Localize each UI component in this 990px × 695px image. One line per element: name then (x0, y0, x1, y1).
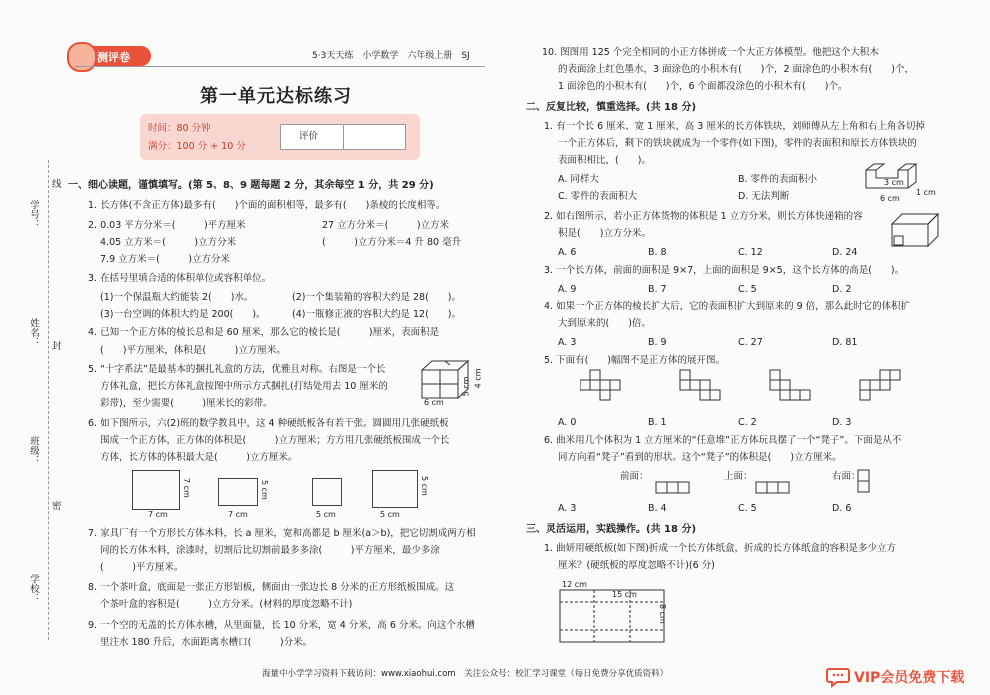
q2d: ( )立方分米＝4 升 80 毫升 (322, 237, 462, 248)
c6a: 6. 曲米用几个体积为 1 立方厘米的“任意堆”正方体玩具摆了一个“凳子”。下面是从不 (544, 435, 902, 446)
binding-line (48, 160, 49, 640)
q7b: 同的长方体木料，涂漆时，切割后比切割前最多多涂( )平方厘米，最少多涂 (100, 545, 440, 556)
school-label: 学校： (28, 574, 39, 603)
c1b: 一个正方体后，剩下的铁块就成为一个零件(如下图)，零件的表面积和原长方体铁块的 (558, 138, 917, 149)
line-mark: 线 (52, 179, 62, 190)
series-info: 5·3天天练 小学数学 六年级上册 SJ (312, 51, 470, 61)
q5-label-5cm: 5 cm (461, 376, 471, 397)
vip-label: VIP会员免费下载 (854, 670, 965, 686)
class-label: 班级： (28, 436, 39, 465)
q3d: (4)一瓶修正液的容积大约是 12( )。 (292, 309, 461, 320)
student-id-label: 学号： (28, 200, 39, 229)
c1-label-6cm: 6 cm (880, 194, 900, 203)
q7c: ( )平方厘米。 (100, 562, 184, 573)
c3-opt-b: B. 7 (648, 284, 667, 295)
board3-width: 5 cm (316, 510, 336, 519)
c4-opt-b: B. 9 (648, 337, 667, 348)
q5a: 5. “十字系法”是最基本的捆扎礼盒的方法，优雅且对称。右图是一个长 (88, 364, 386, 375)
q5-label-6cm: 6 cm (424, 398, 444, 407)
q2e: 7.9 立方米＝( )立方分米 (100, 254, 231, 265)
q2c: 4.05 立方米＝( )立方分米 (100, 237, 237, 248)
q2b: 27 立方分米＝( )立方米 (322, 220, 450, 231)
header-rule (75, 66, 485, 67)
q6b: 围成一个正方体，正方体的体积是( )立方厘米；方方用几张硬纸板围成一个长 (100, 435, 450, 446)
c3-opt-c: C. 5 (738, 284, 757, 295)
c1-opt-c: C. 零件的表面积大 (558, 191, 638, 202)
c2-opt-d: D. 24 (832, 247, 858, 258)
q3a: (1)一个保温瓶大约能装 2( )水。 (100, 292, 254, 303)
p1-label-15cm: 15 cm (612, 590, 637, 599)
c4-opt-c: C. 27 (738, 337, 763, 348)
q6a: 6. 如下图所示，六(2)班的数学教具中，这 4 种硬纸板各有若干张。圆圆用几张硬纸板 (88, 418, 449, 429)
q9b: 里注水 180 升后，水面距离水槽口( )分米。 (100, 637, 313, 648)
right-view-icon (856, 466, 876, 496)
c6-opt-c: C. 5 (738, 503, 757, 514)
secret-mark: 密 (52, 501, 62, 512)
full-score: 满分：100 分 + 10 分 (148, 141, 246, 152)
c4b: 大到原来的( )倍。 (558, 318, 651, 329)
board1-width: 7 cm (148, 510, 168, 519)
c6-opt-b: B. 4 (648, 503, 667, 514)
board-7x7 (132, 470, 180, 510)
section2-title: 二、反复比较，慎重选择。(共 18 分) (526, 102, 697, 113)
board2-width: 7 cm (228, 510, 248, 519)
c2b: 积是( )立方分米。 (558, 228, 651, 239)
top-view-icon (754, 468, 794, 496)
c3-opt-a: A. 9 (558, 284, 577, 295)
board-7x5 (218, 478, 258, 506)
section1-title: 一、细心读题，谨慎填写。(第 5、8、9 题每题 2 分，其余每空 1 分，共 29 分) (68, 180, 434, 191)
p1-label-8cm: 8 cm (658, 604, 667, 624)
eval-box (280, 124, 406, 150)
board1-height: 7 cm (182, 478, 191, 498)
p1b: 厘米？(硬纸板的厚度忽略不计)(6 分) (558, 560, 715, 571)
mascot-icon (67, 42, 97, 72)
footer-text: 海量中小学学习资料下载访问：www.xiaohui.com 关注公众号：校汇学习课堂（每日免费分享优质资料） (262, 669, 669, 679)
c5: 5. 下面有( )幅图不是正方体的展开图。 (544, 355, 725, 366)
c2-opt-c: C. 12 (738, 247, 763, 258)
c1a: 1. 有一个长 6 厘米、宽 1 厘米、高 3 厘米的长方体铁块，刘师傅从左上角和右上角各切掉 (544, 121, 925, 132)
board-large (372, 470, 418, 508)
c5-opt-c: C. 2 (738, 417, 757, 428)
q10b: 的表面涂上红色墨水，3 面涂色的小积木有( )个，2 面涂色的小积木有( )个， (558, 64, 914, 75)
q10c: 1 面涂色的小积木有( )个，6 个面都没涂色的小积木有( )个。 (558, 81, 848, 92)
q4a: 4. 已知一个正方体的棱长总和是 60 厘米，那么它的棱长是( )厘米，表面积是 (88, 327, 440, 338)
delivery-box-figure (888, 210, 944, 250)
badge-label: 测评卷 (97, 51, 130, 64)
c1-opt-a: A. 同样大 (558, 174, 599, 185)
c5-opt-a: A. 0 (558, 417, 577, 428)
c6b: 同方向看“凳子”看到的形状。这个“凳子”的体积是( )立方厘米。 (558, 452, 842, 463)
c2-opt-b: B. 8 (648, 247, 667, 258)
c1-label-3cm: 3 cm (884, 178, 904, 187)
board4-height: 5 cm (420, 476, 429, 496)
info-box (140, 114, 420, 160)
q6c: 方体，长方体的体积最大是( )立方厘米。 (100, 452, 298, 463)
c3: 3. 一个长方体，前面的面积是 9×7，上面的面积是 9×5，这个长方体的高是( )。 (544, 265, 905, 276)
test-badge (73, 46, 151, 66)
c1-label-1cm: 1 cm (916, 188, 936, 197)
c6-top-label: 上面： (724, 471, 753, 482)
eval-label: 评价 (299, 131, 319, 142)
c5-opt-b: B. 1 (648, 417, 667, 428)
q7a: 7. 家具厂有一个方形长方体木料，长 a 厘米，宽和高都是 b 厘米(a＞b)，把它切割成两方相 (88, 528, 476, 539)
board-5x5 (312, 478, 342, 506)
seal-mark: 封 (52, 341, 62, 352)
eval-divider (343, 125, 344, 149)
c1-opt-d: D. 无法判断 (738, 191, 790, 202)
q1: 1. 长方体(不含正方体)最多有( )个面的面积相等，最多有( )条棱的长度相等。 (88, 200, 446, 211)
q5-label-4cm: 4 cm (473, 368, 483, 389)
q8a: 8. 一个茶叶盒，底面是一张正方形铝板，侧面由一张边长 8 分米的正方形纸板围成。这 (88, 582, 455, 593)
q5b: 方体礼盒，把长方体礼盒按图中所示方式捆扎(打结处用去 10 厘米的 (100, 381, 388, 392)
c1-opt-b: B. 零件的表面积小 (738, 174, 818, 185)
q8b: 个茶叶盒的容积是( )立方分米。(材料的厚度忽略不计) (100, 599, 353, 610)
q9a: 9. 一个空的无盖的长方体水槽，从里面量，长 10 分米，宽 4 分米，高 6 分米。向这个水槽 (88, 620, 475, 631)
c4-opt-a: A. 3 (558, 337, 577, 348)
board2-height: 5 cm (260, 480, 269, 500)
chat-bubble-icon (826, 666, 850, 688)
p1-label-12cm: 12 cm (562, 580, 587, 589)
page-title: 第一单元达标练习 (200, 86, 352, 107)
c6-right-label: 右面： (832, 471, 861, 482)
c4a: 4. 如果一个正方体的棱长扩大后，它的表面积扩大到原来的 9 倍，那么此时它的体积扩 (544, 301, 911, 312)
q10a: 10. 图图用 125 个完全相同的小正方体拼成一个大正方体模型。他把这个大积木 (542, 47, 879, 58)
c2-opt-a: A. 6 (558, 247, 577, 258)
p1a: 1. 曲妍用硬纸板(如下图)折成一个长方体纸盒，折成的长方体纸盒的容积是多少立方 (544, 543, 896, 554)
c4-opt-d: D. 81 (832, 337, 858, 348)
c5-opt-d: D. 3 (832, 417, 852, 428)
board4-width: 5 cm (380, 510, 400, 519)
c6-opt-a: A. 3 (558, 503, 577, 514)
c3-opt-d: D. 2 (832, 284, 852, 295)
c6-opt-d: D. 6 (832, 503, 852, 514)
c6-front-label: 前面： (620, 471, 649, 482)
q3c: (3)一台空调的体积大约是 200( )。 (100, 309, 266, 320)
time-limit: 时间：80 分钟 (148, 123, 211, 134)
q3: 3. 在括号里填合适的体积单位或容积单位。 (88, 273, 272, 284)
c2a: 2. 如右图所示，若小正方体货物的体积是 1 立方分米，则长方体快递箱的容 (544, 211, 863, 222)
q3b: (2)一个集装箱的容积大约是 28( )。 (292, 292, 461, 303)
vip-download-banner[interactable] (822, 664, 984, 688)
name-label: 姓名： (28, 318, 39, 347)
front-view-icon (654, 468, 694, 496)
c1c: 表面积相比，( )。 (558, 155, 651, 166)
q5c: 彩带)，至少需要( )厘米长的彩带。 (100, 398, 273, 409)
q4b: ( )平方厘米，体积是( )立方厘米。 (100, 345, 286, 356)
section3-title: 三、灵活运用，实践操作。(共 18 分) (526, 524, 697, 535)
q2a: 2. 0.03 平方分米＝( )平方厘米 (88, 220, 246, 231)
cube-nets-figure (580, 368, 910, 412)
